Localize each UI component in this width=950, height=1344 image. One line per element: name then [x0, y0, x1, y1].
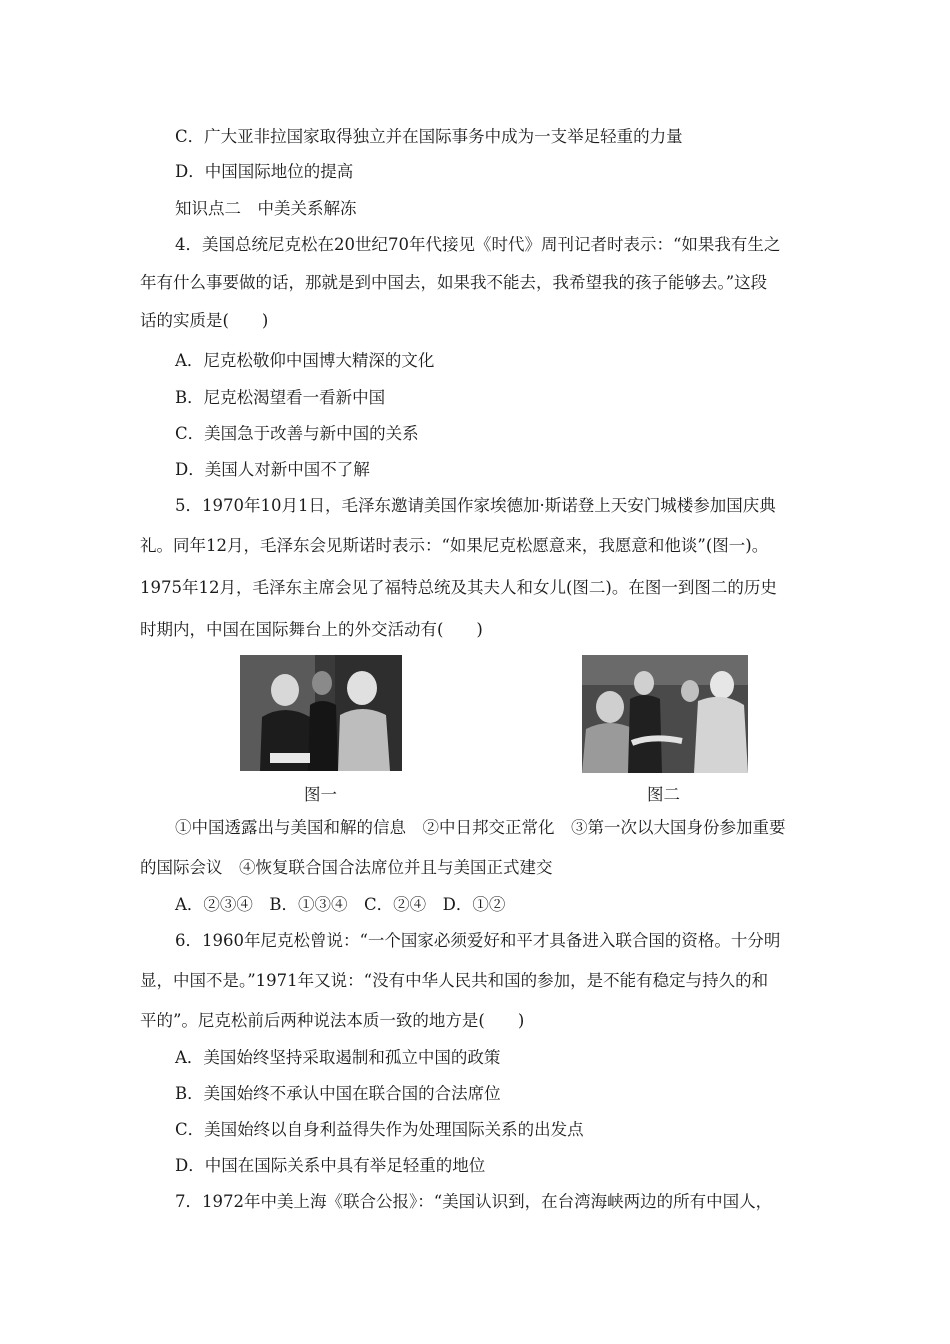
option-a-q6: A．美国始终坚持采取遏制和孤立中国的政策 — [175, 1048, 501, 1067]
option-c-q3: C．广大亚非拉国家取得独立并在国际事务中成为一支举足轻重的力量 — [175, 127, 683, 146]
question-6-text: 平的”。尼克松前后两种说法本质一致的地方是( ) — [140, 1011, 525, 1030]
question-5-statements: 的国际会议 ④恢复联合国合法席位并且与美国正式建交 — [140, 858, 553, 877]
question-5-text: 5．1970年10月1日，毛泽东邀请美国作家埃德加·斯诺登上天安门城楼参加国庆典 — [175, 496, 776, 515]
option-a-q4: A．尼克松敬仰中国博大精深的文化 — [175, 351, 435, 370]
question-4-text: 话的实质是( ) — [140, 311, 269, 330]
question-6-text: 显，中国不是。”1971年又说：“没有中华人民共和国的参加，是不能有稳定与持久的和 — [140, 971, 769, 990]
question-7-text: 7．1972年中美上海《联合公报》：“美国认识到，在台湾海峡两边的所有中国人， — [175, 1192, 773, 1211]
question-5-statements: ①中国透露出与美国和解的信息 ②中日邦交正常化 ③第一次以大国身份参加重要 — [175, 818, 786, 837]
option-d-q3: D．中国国际地位的提高 — [175, 162, 354, 181]
figure-1-photo — [240, 655, 402, 771]
figure-2-photo — [582, 655, 748, 773]
question-6-text: 6．1960年尼克松曾说：“一个国家必须爱好和平才具备进入联合国的资格。十分明 — [175, 931, 781, 950]
option-b-q6: B．美国始终不承认中国在联合国的合法席位 — [175, 1084, 501, 1103]
option-c-q6: C．美国始终以自身利益得失作为处理国际关系的出发点 — [175, 1120, 584, 1139]
option-c-q4: C．美国急于改善与新中国的关系 — [175, 424, 419, 443]
figure-2-caption: 图二 — [647, 785, 680, 804]
section-heading: 知识点二 中美关系解冻 — [175, 199, 357, 218]
question-5-text: 礼。同年12月，毛泽东会见斯诺时表示：“如果尼克松愿意来，我愿意和他谈”(图一)。 — [140, 536, 769, 555]
question-4-text: 4．美国总统尼克松在20世纪70年代接见《时代》周刊记者时表示：“如果我有生之 — [175, 235, 781, 254]
question-5-text: 1975年12月，毛泽东主席会见了福特总统及其夫人和女儿(图二)。在图一到图二的历史 — [140, 578, 777, 597]
question-5-options: A．②③④ B．①③④ C．②④ D．①② — [175, 895, 506, 914]
option-d-q4: D．美国人对新中国不了解 — [175, 460, 370, 479]
question-4-text: 年有什么事要做的话，那就是到中国去，如果我不能去，我希望我的孩子能够去。”这段 — [140, 273, 768, 292]
question-5-text: 时期内，中国在国际舞台上的外交活动有( ) — [140, 620, 483, 639]
option-b-q4: B．尼克松渴望看一看新中国 — [175, 388, 386, 407]
option-d-q6: D．中国在国际关系中具有举足轻重的地位 — [175, 1156, 486, 1175]
figure-1-caption: 图一 — [304, 785, 337, 804]
